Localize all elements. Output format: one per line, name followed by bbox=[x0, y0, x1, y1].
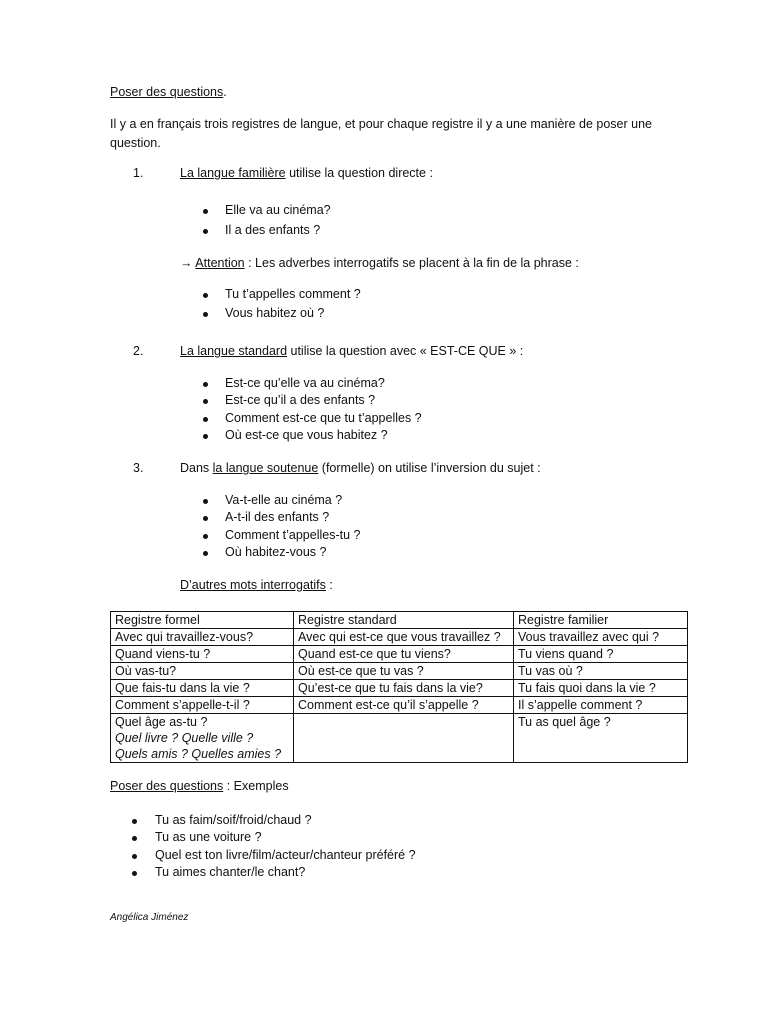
table-cell: Avec qui travaillez-vous? bbox=[111, 629, 294, 646]
section-1-heading bbox=[180, 166, 433, 180]
bullet-icon bbox=[132, 871, 137, 876]
list-item: Vous habitez où ? bbox=[225, 306, 325, 320]
list-item: Où habitez-vous ? bbox=[225, 545, 327, 559]
bullet-icon bbox=[132, 819, 137, 824]
bullet-icon bbox=[203, 209, 208, 214]
bullet-icon bbox=[132, 854, 137, 859]
bullet-icon bbox=[203, 516, 208, 521]
list-item: Quel est ton livre/film/acteur/chanteur préféré ? bbox=[155, 848, 416, 862]
table-cell: Qu’est-ce que tu fais dans la vie? bbox=[294, 680, 514, 697]
intro-line-2: question. bbox=[110, 136, 161, 150]
attention-label: Attention bbox=[195, 256, 245, 270]
bullet-icon bbox=[203, 551, 208, 556]
table-cell: Comment s’appelle-t-il ? bbox=[111, 697, 294, 714]
table-cell: Comment est-ce qu’il s’appelle ? bbox=[294, 697, 514, 714]
bullet-icon bbox=[203, 434, 208, 439]
table-row bbox=[111, 663, 688, 680]
section-3-pre: Dans bbox=[180, 461, 213, 475]
other-words-heading bbox=[180, 578, 333, 592]
table-cell: Vous travaillez avec qui ? bbox=[514, 629, 688, 646]
table-cell: Tu fais quoi dans la vie ? bbox=[514, 680, 688, 697]
examples-heading bbox=[110, 779, 289, 793]
section-1-rest: utilise la question directe : bbox=[285, 166, 433, 180]
arrow-icon: → bbox=[180, 256, 196, 270]
list-item: Tu as faim/soif/froid/chaud ? bbox=[155, 813, 312, 827]
cell-line: Quel livre ? Quelle ville ? bbox=[115, 731, 254, 745]
section-3-label: la langue soutenue bbox=[212, 461, 319, 475]
table-row bbox=[111, 629, 688, 646]
author-signature: Angélica Jiménez bbox=[110, 912, 189, 923]
bullet-icon bbox=[132, 836, 137, 841]
list-item: Tu as une voiture ? bbox=[155, 830, 262, 844]
table-cell: Quand viens-tu ? bbox=[111, 646, 294, 663]
other-words-rest: : bbox=[325, 578, 333, 592]
list-item: Il a des enfants ? bbox=[225, 223, 321, 237]
table-row bbox=[111, 697, 688, 714]
bullet-icon bbox=[203, 534, 208, 539]
table-row bbox=[111, 646, 688, 663]
intro-line-1: Il y a en français trois registres de langue, et pour chaque registre il y a une manière de poser une bbox=[110, 117, 652, 131]
table-cell: Où vas-tu? bbox=[111, 663, 294, 680]
attention-note bbox=[180, 256, 579, 270]
table-cell: Que fais-tu dans la vie ? bbox=[111, 680, 294, 697]
table-cell: Où est-ce que tu vas ? bbox=[294, 663, 514, 680]
section-3-rest: (formelle) on utilise l’inversion du sujet : bbox=[318, 461, 541, 475]
list-item: Elle va au cinéma? bbox=[225, 203, 331, 217]
table-cell: Tu vas où ? bbox=[514, 663, 688, 680]
bullet-icon bbox=[203, 399, 208, 404]
list-item: Est-ce qu’elle va au cinéma? bbox=[225, 376, 385, 390]
bullet-icon bbox=[203, 499, 208, 504]
table-header: Registre formel bbox=[111, 612, 294, 629]
cell-line: Quels amis ? Quelles amies ? bbox=[115, 747, 282, 761]
table-header: Registre standard bbox=[294, 612, 514, 629]
list-item: Comment est-ce que tu t’appelles ? bbox=[225, 411, 422, 425]
list-item: Est-ce qu’il a des enfants ? bbox=[225, 393, 376, 407]
title-period: . bbox=[223, 85, 227, 99]
other-words-label: D’autres mots interrogatifs bbox=[180, 578, 326, 592]
table-cell bbox=[294, 714, 514, 763]
list-item: Comment t’appelles-tu ? bbox=[225, 528, 361, 542]
table-cell bbox=[111, 714, 294, 763]
bullet-icon bbox=[203, 312, 208, 317]
bullet-icon bbox=[203, 293, 208, 298]
section-3-number: 3. bbox=[133, 461, 144, 475]
examples-label: Poser des questions bbox=[110, 779, 224, 793]
table-cell: Il s’appelle comment ? bbox=[514, 697, 688, 714]
table-header-row bbox=[111, 612, 688, 629]
title-text: Poser des questions bbox=[110, 85, 224, 99]
table-cell: Avec qui est-ce que vous travaillez ? bbox=[294, 629, 514, 646]
bullet-icon bbox=[203, 229, 208, 234]
section-2-label: La langue standard bbox=[180, 344, 288, 358]
bullet-icon bbox=[203, 417, 208, 422]
section-2-rest: utilise la question avec « EST-CE QUE » : bbox=[287, 344, 524, 358]
section-2-heading bbox=[180, 344, 523, 358]
attention-rest: : Les adverbes interrogatifs se placent à la fin de la phrase : bbox=[244, 256, 579, 270]
table-row bbox=[111, 680, 688, 697]
table-cell: Quand est-ce que tu viens? bbox=[294, 646, 514, 663]
section-2-number: 2. bbox=[133, 344, 144, 358]
table-row bbox=[111, 714, 688, 763]
list-item: Va-t-elle au cinéma ? bbox=[225, 493, 343, 507]
list-item: Tu t’appelles comment ? bbox=[225, 287, 361, 301]
list-item: Tu aimes chanter/le chant? bbox=[155, 865, 306, 879]
table-cell: Tu viens quand ? bbox=[514, 646, 688, 663]
table-header: Registre familier bbox=[514, 612, 688, 629]
section-1-number: 1. bbox=[133, 166, 144, 180]
list-item: Où est-ce que vous habitez ? bbox=[225, 428, 388, 442]
examples-rest: : Exemples bbox=[223, 779, 289, 793]
cell-line: Quel âge as-tu ? bbox=[115, 715, 208, 729]
bullet-icon bbox=[203, 382, 208, 387]
page-title bbox=[110, 85, 227, 99]
section-3-heading bbox=[180, 461, 541, 475]
list-item: A-t-il des enfants ? bbox=[225, 510, 330, 524]
section-1-label: La langue familière bbox=[180, 166, 286, 180]
table-cell: Tu as quel âge ? bbox=[514, 714, 688, 763]
register-table bbox=[110, 611, 688, 763]
